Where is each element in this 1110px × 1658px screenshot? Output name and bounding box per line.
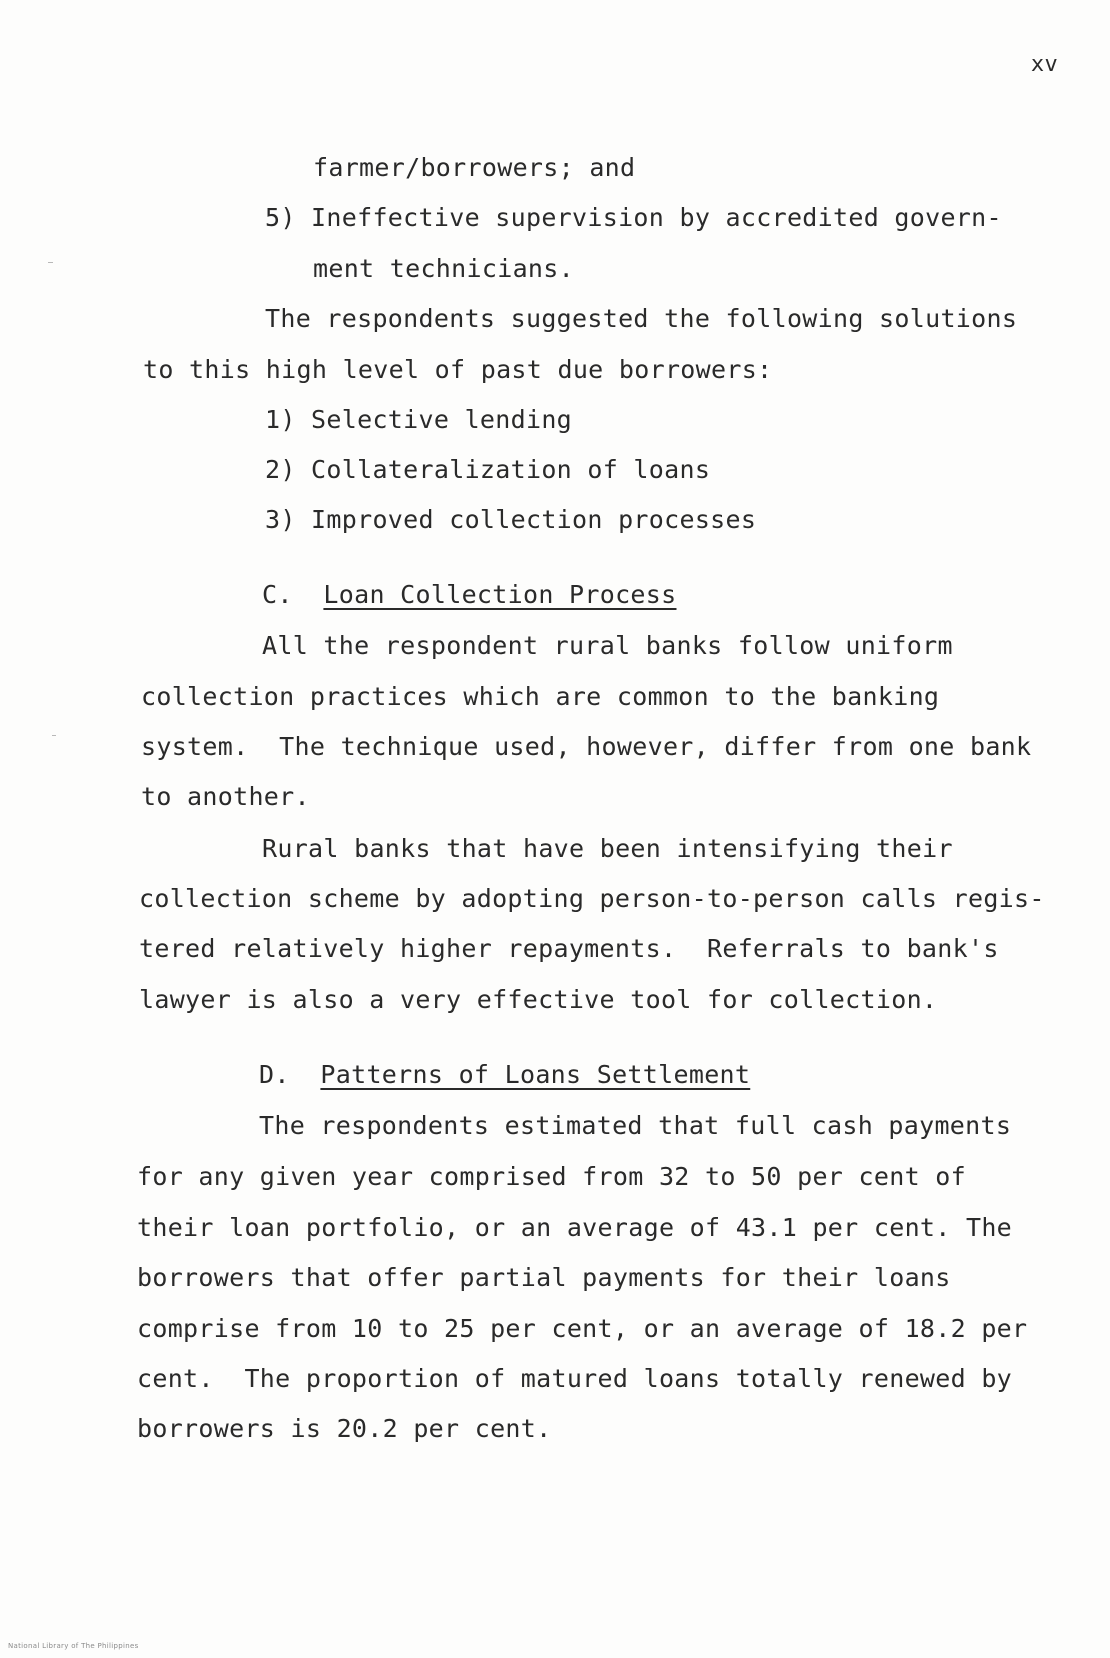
text-line: borrowers that offer partial payments for their loans xyxy=(137,1263,951,1292)
text-line: tered relatively higher repayments. Referrals to bank's xyxy=(139,934,999,963)
paragraph-start: Rural banks that have been intensifying their xyxy=(262,834,953,863)
section-title: Loan Collection Process xyxy=(323,580,677,609)
text-line: lawyer is also a very effective tool for collection. xyxy=(139,985,938,1014)
text-line: farmer/borrowers; and xyxy=(313,153,636,182)
scan-footer: National Library of The Philippines xyxy=(8,1642,139,1650)
text-line: to this high level of past due borrowers: xyxy=(143,355,773,384)
section-letter: C. xyxy=(262,580,293,609)
page-number: xv xyxy=(1030,52,1058,77)
paragraph-start: The respondents suggested the following solutions xyxy=(265,304,1018,333)
text-line: collection practices which are common to the banking xyxy=(141,682,940,711)
text-line: borrowers is 20.2 per cent. xyxy=(137,1414,552,1443)
text-line: comprise from 10 to 25 per cent, or an average of 18.2 per xyxy=(137,1314,1028,1343)
section-letter: D. xyxy=(259,1060,290,1089)
text-line: collection scheme by adopting person-to-person calls regis- xyxy=(139,884,1045,913)
text-line: cent. The proportion of matured loans totally renewed by xyxy=(137,1364,1013,1393)
text-line: to another. xyxy=(141,782,310,811)
scan-speck xyxy=(48,262,53,263)
paragraph-start: The respondents estimated that full cash payments xyxy=(259,1111,1012,1140)
text-line: system. The technique used, however, differ from one bank xyxy=(141,732,1032,761)
section-title: Patterns of Loans Settlement xyxy=(320,1060,751,1089)
section-heading-c xyxy=(262,580,677,610)
paragraph-start: All the respondent rural banks follow uniform xyxy=(262,631,953,660)
list-item-1: 1) Selective lending xyxy=(265,405,573,434)
scan-speck xyxy=(52,735,56,736)
text-line: for any given year comprised from 32 to 50 per cent of xyxy=(137,1162,966,1191)
section-heading-d xyxy=(259,1060,750,1090)
list-item-2: 2) Collateralization of loans xyxy=(265,455,711,484)
list-item-5: 5) Ineffective supervision by accredited govern- xyxy=(265,203,1002,232)
text-line: ment technicians. xyxy=(313,254,574,283)
list-item-3: 3) Improved collection processes xyxy=(265,505,757,534)
text-line: their loan portfolio, or an average of 43.1 per cent. The xyxy=(137,1213,1013,1242)
